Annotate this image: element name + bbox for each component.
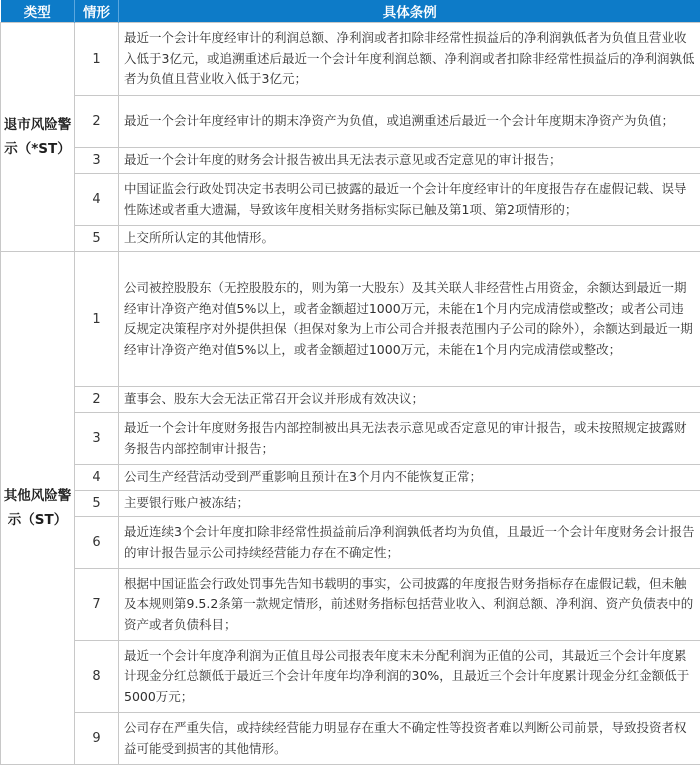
rule-text: 公司存在严重失信，或持续经营能力明显存在重大不确定性等投资者难以判断公司前景，导致投资者权益可能受到损害的其他情形。 <box>119 713 700 765</box>
situation-number: 5 <box>75 491 119 517</box>
table-row <box>1 569 700 641</box>
situation-number: 4 <box>75 465 119 491</box>
table-row <box>1 96 700 148</box>
situation-number: 3 <box>75 413 119 465</box>
table-row <box>1 517 700 569</box>
situation-number: 3 <box>75 148 119 174</box>
situation-number: 1 <box>75 252 119 387</box>
rule-text: 最近一个会计年度财务报告内部控制被出具无法表示意见或否定意见的审计报告，或未按照规定披露财务报告内部控制审计报告； <box>119 413 700 465</box>
situation-number: 7 <box>75 569 119 641</box>
situation-number: 5 <box>75 226 119 252</box>
group-label-other-risk: 其他风险警示（ST） <box>1 252 75 765</box>
situation-number: 8 <box>75 641 119 713</box>
rule-text: 最近连续3个会计年度扣除非经常性损益前后净利润孰低者均为负值，且最近一个会计年度财务会计报告的审计报告显示公司持续经营能力存在不确定性； <box>119 517 700 569</box>
table-row <box>1 226 700 252</box>
table-row <box>1 641 700 713</box>
table-row <box>1 174 700 226</box>
table-header-row <box>1 0 700 23</box>
header-type: 类型 <box>1 0 75 23</box>
rule-text: 公司生产经营活动受到严重影响且预计在3个月内不能恢复正常； <box>119 465 700 491</box>
header-detail: 具体条例 <box>119 0 700 23</box>
group-label-delisting-risk: 退市风险警示（*ST） <box>1 23 75 252</box>
rule-text: 公司被控股股东（无控股股东的，则为第一大股东）及其关联人非经营性占用资金，余额达到最近一期经审计净资产绝对值5%以上，或者金额超过1000万元，未能在1个月内完成清偿或整改；或者公司违反规定决策程序对外提供担保（担保对象为上市公司合并报表范围内子公司的除外），余额达到最近一期经审计净资产绝对值5%以上，或者金额超过1000万元，未能在1个月内完成清偿或整改； <box>119 252 700 387</box>
table-row <box>1 23 700 96</box>
situation-number: 6 <box>75 517 119 569</box>
rule-text: 最近一个会计年度经审计的期末净资产为负值，或追溯重述后最近一个会计年度期末净资产为负值； <box>119 96 700 148</box>
situation-number: 1 <box>75 23 119 96</box>
table-row <box>1 252 700 387</box>
rule-text: 中国证监会行政处罚决定书表明公司已披露的最近一个会计年度经审计的年度报告存在虚假记载、误导性陈述或者重大遗漏，导致该年度相关财务指标实际已触及第1项、第2项情形的； <box>119 174 700 226</box>
header-situation: 情形 <box>75 0 119 23</box>
table-row <box>1 713 700 765</box>
situation-number: 2 <box>75 96 119 148</box>
rule-text: 上交所所认定的其他情形。 <box>119 226 700 252</box>
rule-text: 最近一个会计年度经审计的利润总额、净利润或者扣除非经常性损益后的净利润孰低者为负值且营业收入低于3亿元，或追溯重述后最近一个会计年度利润总额、净利润或者扣除非经常性损益后的净利润孰低者为负值且营业收入低于3亿元； <box>119 23 700 96</box>
rule-text: 最近一个会计年度净利润为正值且母公司报表年度末未分配利润为正值的公司，其最近三个会计年度累计现金分红总额低于最近三个会计年度年均净利润的30%，且最近三个会计年度累计现金分红金额低于5000万元； <box>119 641 700 713</box>
table-row <box>1 465 700 491</box>
table-row <box>1 148 700 174</box>
rule-text: 根据中国证监会行政处罚事先告知书载明的事实，公司披露的年度报告财务指标存在虚假记载，但未触及本规则第9.5.2条第一款规定情形，前述财务指标包括营业收入、利润总额、净利润、资产负债表中的资产或者负债科目； <box>119 569 700 641</box>
rule-text: 董事会、股东大会无法正常召开会议并形成有效决议； <box>119 387 700 413</box>
situation-number: 9 <box>75 713 119 765</box>
situation-number: 4 <box>75 174 119 226</box>
table-row <box>1 387 700 413</box>
table-row <box>1 491 700 517</box>
situation-number: 2 <box>75 387 119 413</box>
rule-text: 主要银行账户被冻结； <box>119 491 700 517</box>
table-row <box>1 413 700 465</box>
rule-text: 最近一个会计年度的财务会计报告被出具无法表示意见或否定意见的审计报告； <box>119 148 700 174</box>
